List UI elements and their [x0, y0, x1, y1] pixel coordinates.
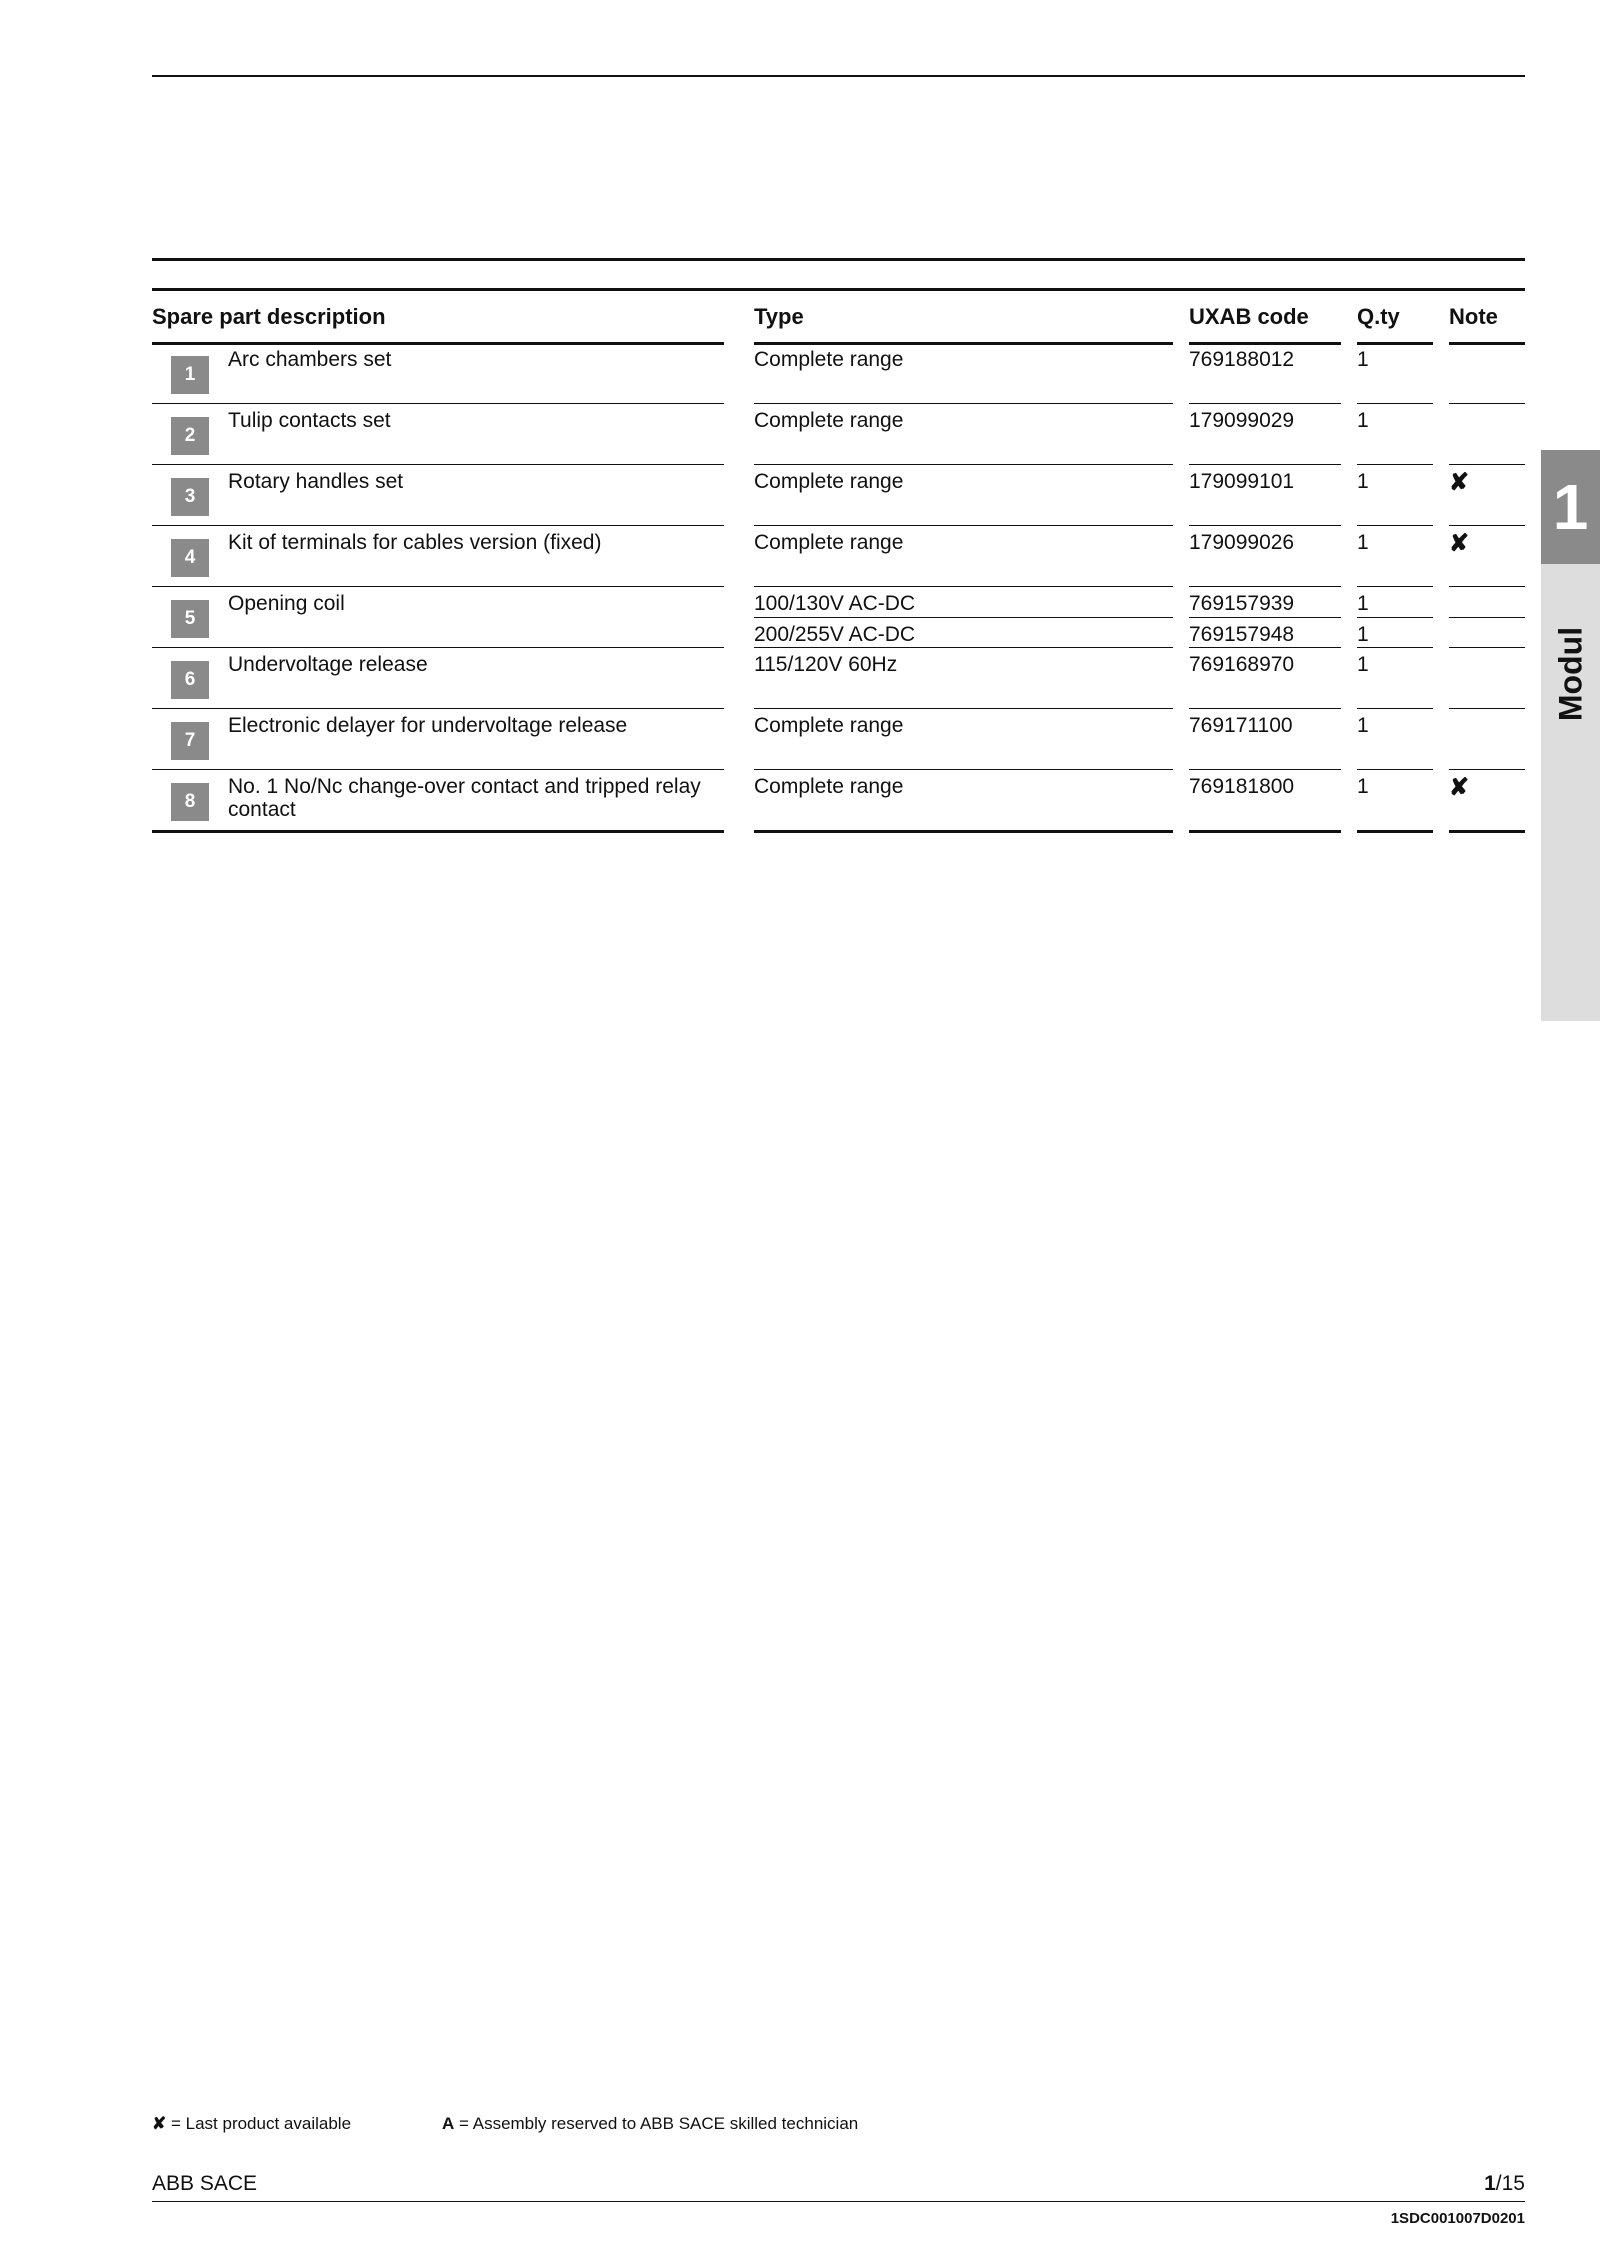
legend-x-text: = Last product available	[170, 2114, 352, 2133]
legend-a-symbol: A	[442, 2114, 455, 2133]
row-divider	[152, 403, 724, 404]
row-divider	[1357, 525, 1433, 526]
header-underline	[1357, 342, 1433, 345]
side-tab-number: 1	[1541, 450, 1600, 564]
part-description: No. 1 No/Nc change-over contact and tripped relay contact	[228, 775, 701, 821]
footer-rule	[152, 2201, 1525, 2202]
part-type: Complete range	[754, 470, 904, 493]
sub-row-divider	[1449, 617, 1525, 618]
header-type: Type	[754, 304, 804, 329]
cross-icon: ✘	[1449, 469, 1470, 496]
row-number-badge: 3	[171, 478, 209, 516]
row-number-badge: 2	[171, 417, 209, 455]
row-divider	[1357, 647, 1433, 648]
legend-last-product	[152, 2114, 351, 2134]
row-divider	[754, 464, 1173, 465]
part-qty: 1	[1357, 348, 1369, 371]
part-code: 179099026	[1189, 531, 1295, 554]
row-divider	[152, 586, 724, 587]
part-type: Complete range	[754, 775, 904, 798]
row-divider	[1449, 586, 1525, 587]
row-divider	[1357, 586, 1433, 587]
row-divider	[1449, 403, 1525, 404]
cross-icon: ✘	[152, 2114, 167, 2133]
row-divider	[1449, 647, 1525, 648]
sub-row-divider	[754, 617, 1173, 618]
row-divider	[1449, 708, 1525, 709]
row-divider	[1189, 525, 1341, 526]
sub-row-divider	[1357, 617, 1433, 618]
part-qty: 1	[1357, 470, 1369, 493]
header-underline	[152, 342, 724, 345]
row-divider	[1189, 647, 1341, 648]
row-divider	[1189, 708, 1341, 709]
header-qty: Q.ty	[1357, 304, 1400, 329]
part-qty: 1	[1357, 623, 1369, 646]
part-type: 100/130V AC-DC	[754, 592, 916, 615]
part-description: Kit of terminals for cables version (fixed)	[228, 531, 602, 554]
row-divider	[754, 403, 1173, 404]
part-description: Undervoltage release	[228, 653, 428, 676]
header-code: UXAB code	[1189, 304, 1309, 329]
part-description: Electronic delayer for undervoltage release	[228, 714, 628, 737]
footer-company: ABB SACE	[152, 2172, 258, 2195]
part-code: 769157939	[1189, 592, 1295, 615]
header-underline	[1189, 342, 1341, 345]
footer-doc-code: 1SDC001007D0201	[1390, 2210, 1525, 2227]
part-qty: 1	[1357, 714, 1369, 737]
part-code: 179099029	[1189, 409, 1295, 432]
page-number-bold: 1	[1484, 2172, 1496, 2195]
side-tab-label: Modul	[1552, 626, 1588, 722]
header-underline	[754, 342, 1173, 345]
row-divider	[1449, 525, 1525, 526]
row-number-badge: 8	[171, 783, 209, 821]
table-bottom-rule	[754, 830, 1173, 833]
row-divider	[1357, 708, 1433, 709]
top-rule	[152, 75, 1525, 77]
header-underline	[1449, 342, 1525, 345]
footer-page-number	[1484, 2172, 1525, 2196]
row-number-badge: 5	[171, 600, 209, 638]
part-code: 769168970	[1189, 653, 1295, 676]
row-number-badge: 6	[171, 661, 209, 699]
section-rule-1	[152, 258, 1525, 261]
header-note: Note	[1449, 304, 1498, 329]
part-qty: 1	[1357, 775, 1369, 798]
part-code: 769171100	[1189, 714, 1293, 737]
row-divider	[1449, 769, 1525, 770]
part-type: Complete range	[754, 714, 904, 737]
row-divider	[1189, 464, 1341, 465]
table-bottom-rule	[152, 830, 724, 833]
table-bottom-rule	[1189, 830, 1341, 833]
row-divider	[1357, 403, 1433, 404]
row-divider	[152, 525, 724, 526]
legend-a-text: = Assembly reserved to ABB SACE skilled technician	[459, 2114, 859, 2133]
part-qty: 1	[1357, 653, 1369, 676]
page-number-total: /15	[1495, 2172, 1525, 2195]
row-divider	[754, 525, 1173, 526]
row-divider	[152, 769, 724, 770]
row-divider	[1189, 403, 1341, 404]
part-description: Arc chambers set	[228, 348, 392, 371]
part-description: Rotary handles set	[228, 470, 404, 493]
table-bottom-rule	[1357, 830, 1433, 833]
row-divider	[152, 708, 724, 709]
row-divider	[152, 464, 724, 465]
part-type: Complete range	[754, 409, 904, 432]
part-type: 200/255V AC-DC	[754, 623, 916, 646]
sub-row-divider	[1189, 617, 1341, 618]
part-code: 769188012	[1189, 348, 1295, 371]
part-qty: 1	[1357, 409, 1369, 432]
part-code: 769181800	[1189, 775, 1295, 798]
row-divider	[1189, 586, 1341, 587]
header-description: Spare part description	[152, 304, 386, 329]
cross-icon: ✘	[1449, 530, 1470, 557]
row-divider	[1357, 769, 1433, 770]
row-divider	[754, 769, 1173, 770]
part-qty: 1	[1357, 531, 1369, 554]
part-type: Complete range	[754, 348, 904, 371]
legend-assembly	[442, 2114, 858, 2134]
row-divider	[754, 647, 1173, 648]
part-type: Complete range	[754, 531, 904, 554]
part-description: Opening coil	[228, 592, 345, 615]
row-number-badge: 1	[171, 356, 209, 394]
row-divider	[754, 708, 1173, 709]
part-type: 115/120V 60Hz	[754, 653, 898, 676]
part-code: 179099101	[1189, 470, 1295, 493]
part-qty: 1	[1357, 592, 1369, 615]
row-divider	[152, 647, 724, 648]
section-rule-2	[152, 288, 1525, 291]
part-description: Tulip contacts set	[228, 409, 391, 432]
table-bottom-rule	[1449, 830, 1525, 833]
row-number-badge: 7	[171, 722, 209, 760]
cross-icon: ✘	[1449, 774, 1470, 801]
row-divider	[1189, 769, 1341, 770]
part-code: 769157948	[1189, 623, 1295, 646]
row-divider	[1449, 464, 1525, 465]
row-number-badge: 4	[171, 539, 209, 577]
row-divider	[1357, 464, 1433, 465]
row-divider	[754, 586, 1173, 587]
